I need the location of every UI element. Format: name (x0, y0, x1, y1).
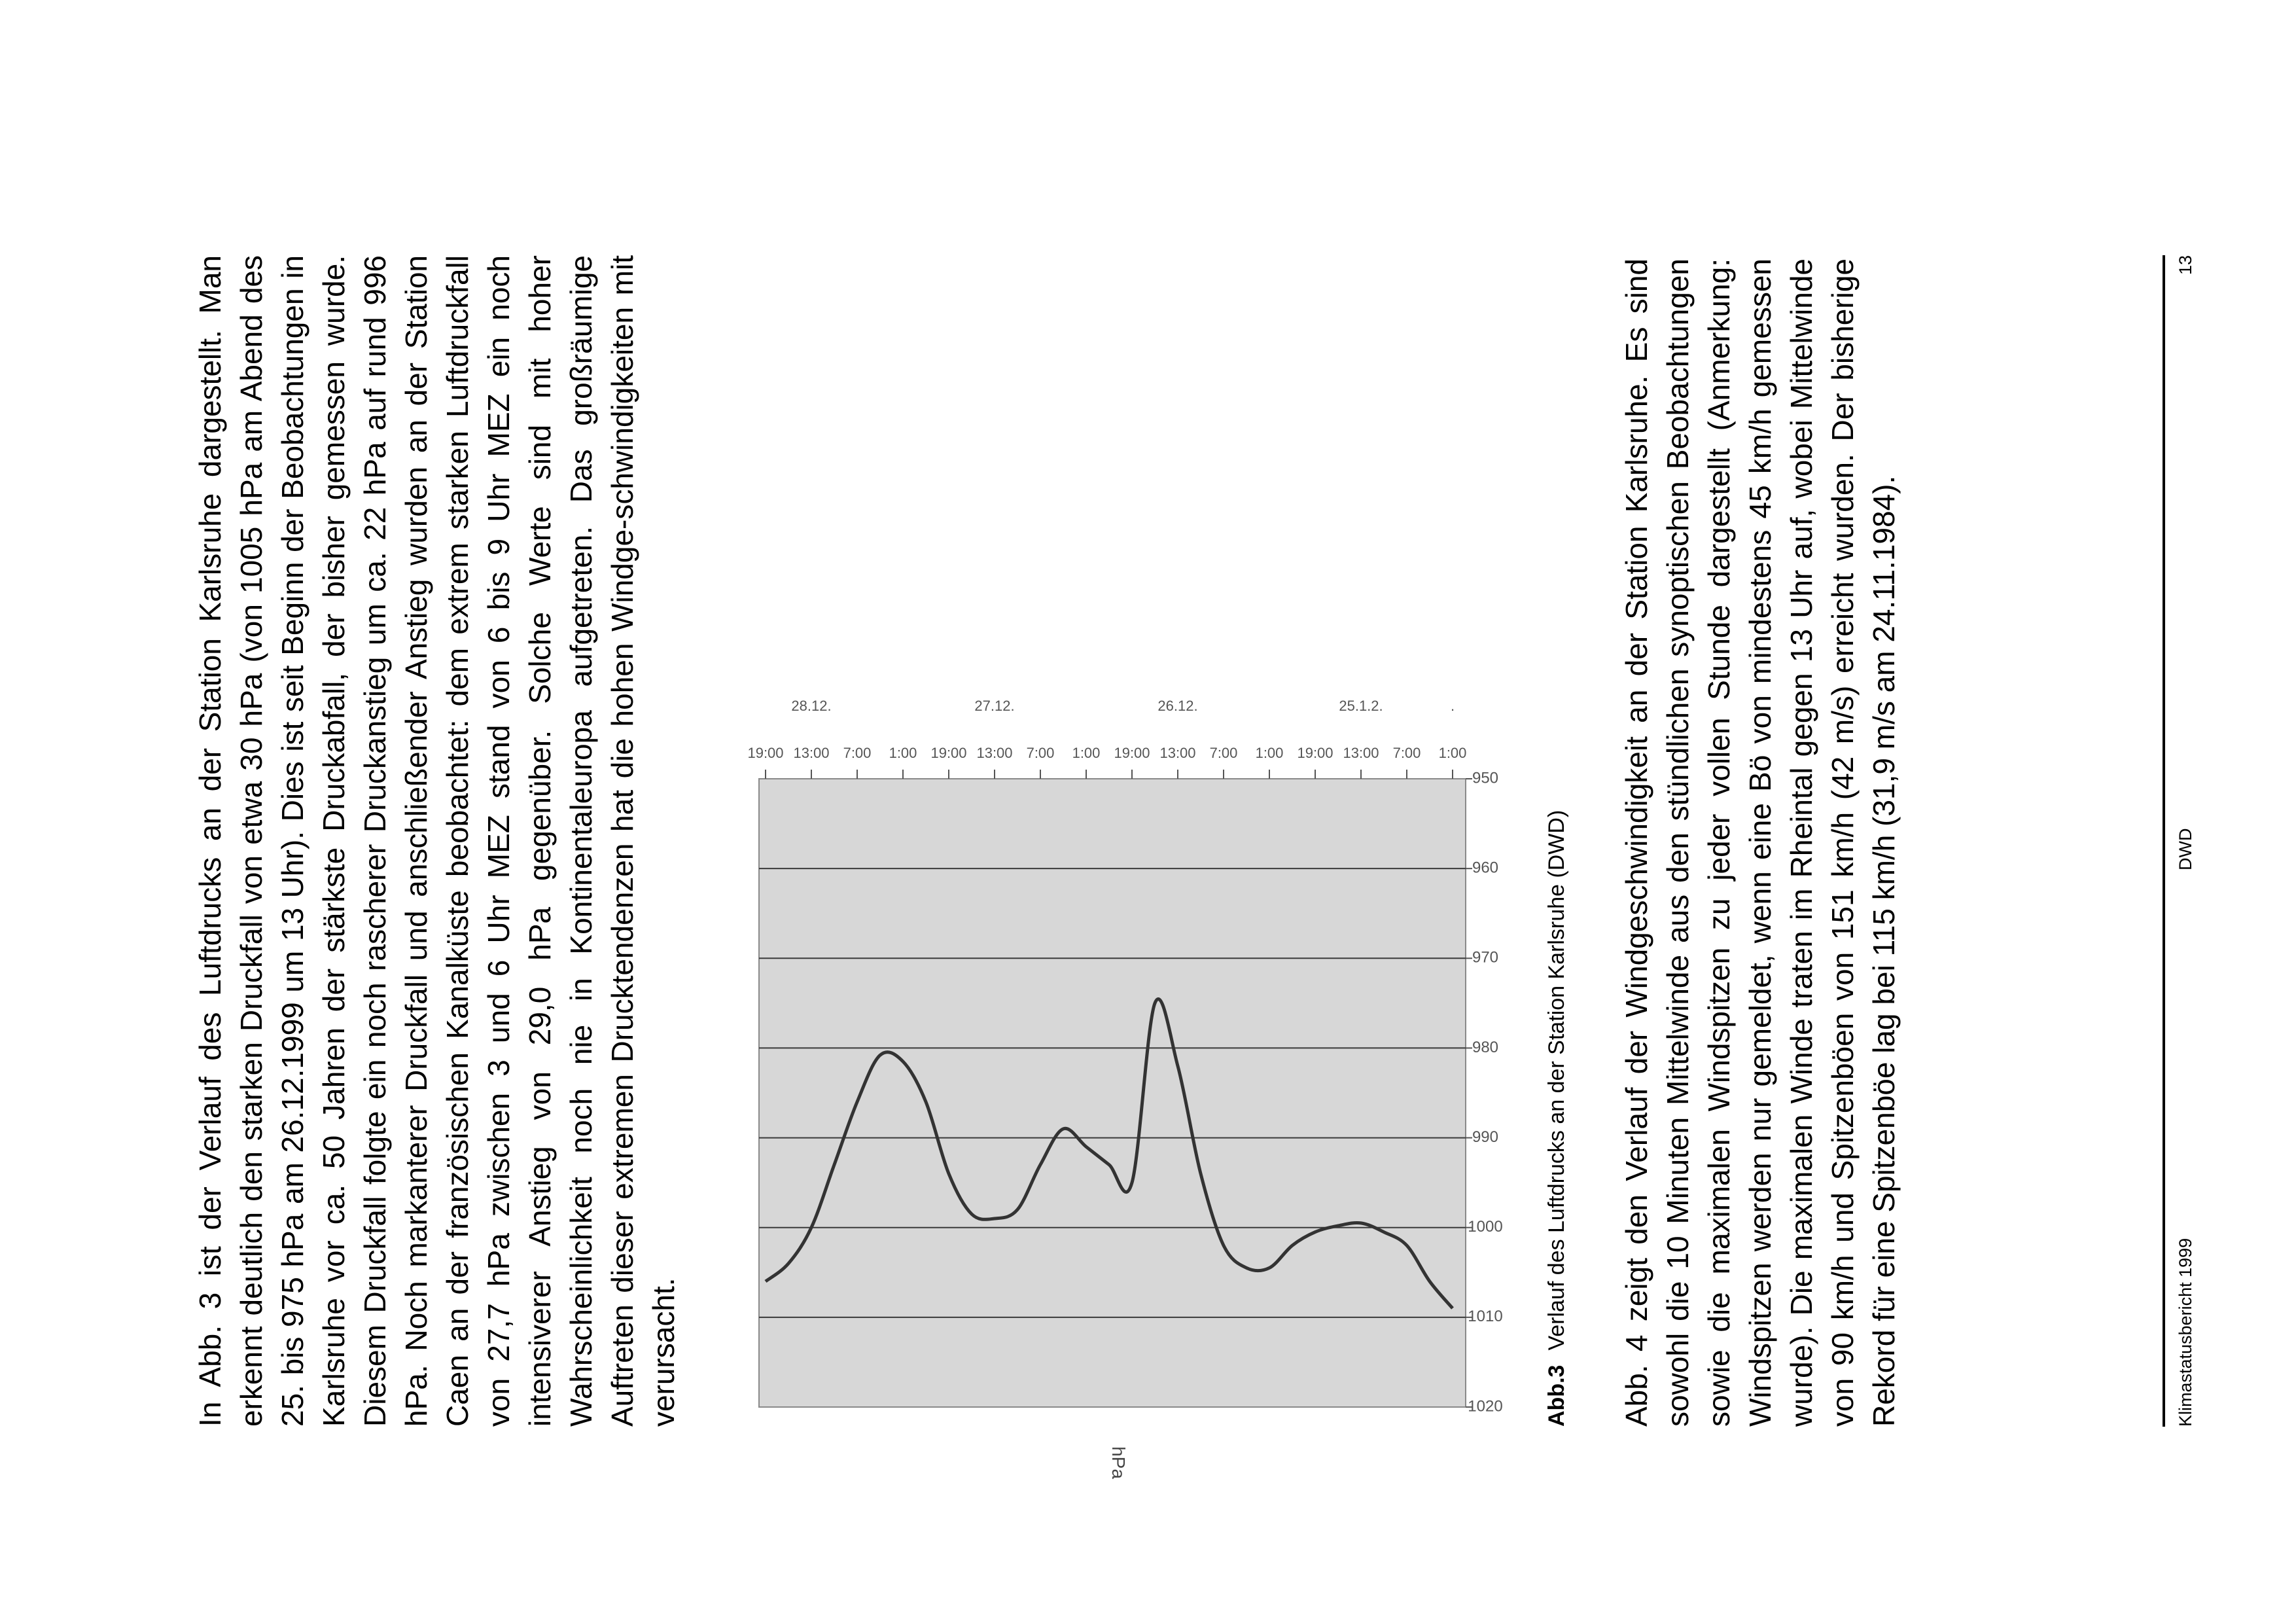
x-tick-label: 13:00 (976, 744, 1013, 761)
x-tick-label: 19:00 (1114, 744, 1150, 761)
y-tick-label-970: 970 (1472, 948, 1499, 967)
y-axis-ticks (1466, 769, 1503, 1415)
x-tick-label: 19:00 (747, 744, 784, 761)
y-tick-label-960: 960 (1472, 859, 1499, 877)
x-tick-label: 7:00 (1209, 744, 1238, 761)
x-tick-label: 1:00 (1072, 744, 1101, 761)
y-tick-label-1000: 1000 (1468, 1218, 1503, 1236)
x-tick-label: 13:00 (793, 744, 830, 761)
date-label: 27.12. (974, 697, 1015, 714)
figure-label: Abb.3 (1544, 1364, 1569, 1427)
x-tick-label: 19:00 (1297, 744, 1333, 761)
x-axis-ticks (747, 745, 1466, 779)
y-tick-label-990: 990 (1472, 1128, 1499, 1146)
y-tick-label-1010: 1010 (1468, 1308, 1503, 1326)
body-paragraph-1: In Abb. 3 ist der Verlauf des Luftdrucks an der Station Karlsruhe dargestellt. Man erkennt deutlich den starken Druckfall von etwa 30 hPa (von 1005 hPa am Abend des 25. bis 975 hPa am 26.12.1999 um 13 Uhr). Dies ist seit Beginn der Beobachtungen in Karlsruhe vor ca. 50 Jahren der stärkste Druckabfall, der bisher gemessen wurde. Diesem Druckfall folgte ein noch rascherer Druckanstieg um ca. 22 hPa auf rund 996 hPa. Noch markanterer Druckfall und anschließender Anstieg wurden an der Station Caen an der französischen Kanalküste beobachtet: dem extrem starken Luftdruckfall von 27,7 hPa zwischen 3 und 6 Uhr MEZ stand von 6 bis 9 Uhr MEZ ein noch intensiverer Anstieg von 29,0 hPa gegenüber. Solche Werte sind mit hoher Wahrscheinlichkeit noch nie in Kontinentaleuropa aufgetreten. Das großräumige Auftreten dieser extremen Drucktendenzen hat die hohen Windge-schwindigkeiten mit verursacht. (193, 255, 680, 1427)
x-tick-label: 13:00 (1343, 744, 1379, 761)
y-tick-label-980: 980 (1472, 1038, 1499, 1056)
y-tick-label-950: 950 (1472, 769, 1499, 787)
x-tick-label: 1:00 (889, 744, 917, 761)
footer-page-number: 13 (2176, 255, 2195, 275)
x-tick-label: 7:00 (843, 744, 872, 761)
y-axis-label: hPa (1108, 1446, 1129, 1479)
footer-report-title: Klimastatusbericht 1999 (2176, 1238, 2195, 1427)
figure-caption-text: Verlauf des Luftdrucks an der Station Karlsruhe (DWD) (1544, 810, 1569, 1351)
x-tick-label: 13:00 (1159, 744, 1196, 761)
y-tick-label-1020: 1020 (1468, 1397, 1503, 1416)
date-label: 26.12. (1157, 697, 1198, 714)
x-tick-label: 7:00 (1026, 744, 1055, 761)
body-paragraph-2: Abb. 4 zeigt den Verlauf der Windgeschwindigkeit an der Station Karlsruhe. Es sind sowohl die 10 Minuten Mittelwinde aus den stündlichen synoptischen Beobachtungen sowie die maximalen Windspitzen zu jeder vollen Stunde dargestellt (Anmerkung: Windspitzen werden nur gemeldet, wenn eine Bö von mindestens 45 km/h gemessen wurde). Die maximalen Winde traten im Rheintal gegen 13 Uhr auf, wobei Mittelwinde von 90 km/h und Spitzenböen von 151 km/h (42 m/s) erreicht wurden. Der bisherige Rekord für eine Spitzenböe lag bei 115 km/h (31,9 m/s am 24.11.1984). (1619, 259, 1901, 1427)
x-tick-label: 1:00 (1438, 744, 1467, 761)
footer-publisher: DWD (2176, 828, 2195, 870)
x-tick-label: 7:00 (1392, 744, 1421, 761)
footer-rule (2163, 255, 2165, 1427)
date-label: 28.12. (791, 697, 832, 714)
date-label: 25.1.2. (1339, 697, 1383, 714)
date-label: . (1450, 697, 1455, 714)
plot-area (759, 779, 1466, 1407)
pressure-chart (707, 373, 1503, 1486)
x-tick-label: 1:00 (1255, 744, 1284, 761)
date-labels (791, 698, 1455, 714)
x-tick-label: 19:00 (930, 744, 967, 761)
figure-caption (1544, 810, 1570, 1427)
